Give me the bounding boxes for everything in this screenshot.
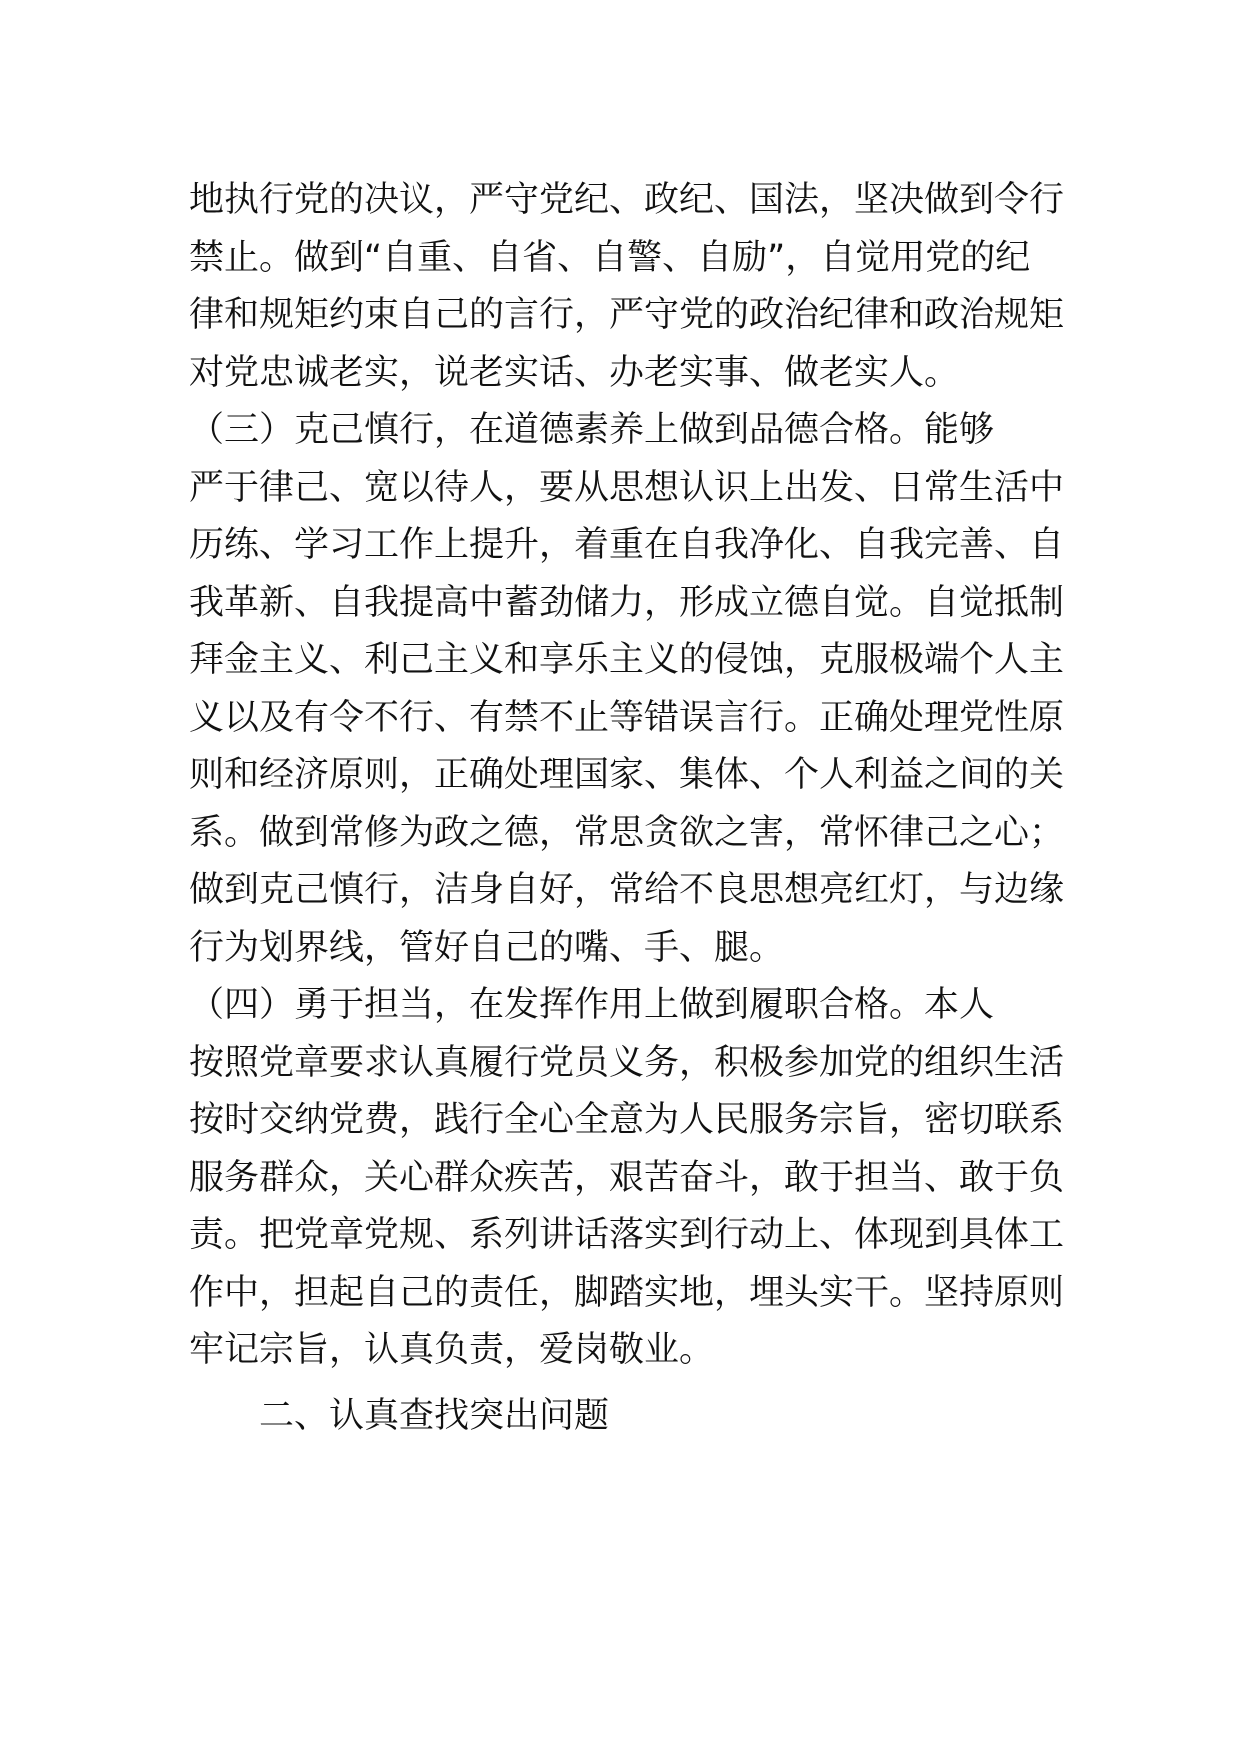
text-line: 做到克己慎行，洁身自好，常给不良思想亮红灯，与边缘	[189, 870, 1065, 910]
text-line: 责。把党章党规、系列讲话落实到行动上、体现到具体工	[189, 1215, 1065, 1255]
section-heading: 二、认真查找突出问题	[259, 1396, 610, 1436]
text-line: 我革新、自我提高中蓄劲储力，形成立德自觉。自觉抵制	[189, 583, 1065, 623]
text-line: 系。做到常修为政之德，常思贪欲之害，常怀律己之心；	[189, 813, 1065, 853]
text-line: 历练、学习工作上提升，着重在自我净化、自我完善、自	[189, 525, 1065, 565]
text-line: 禁止。做到“自重、自省、自警、自励”，自觉用党的纪	[189, 238, 1031, 278]
text-line: 地执行党的决议，严守党纪、政纪、国法，坚决做到令行	[189, 180, 1065, 220]
text-line: 对党忠诚老实，说老实话、办老实事、做老实人。	[189, 353, 960, 393]
text-line: 牢记宗旨，认真负责，爱岗敬业。	[189, 1330, 715, 1370]
text-line: 行为划界线，管好自己的嘴、手、腿。	[189, 928, 785, 968]
text-line: 律和规矩约束自己的言行，严守党的政治纪律和政治规矩	[189, 295, 1065, 335]
text-line: 作中，担起自己的责任，脚踏实地，埋头实干。坚持原则	[189, 1273, 1065, 1313]
text-line: 义以及有令不行、有禁不止等错误言行。正确处理党性原	[189, 698, 1065, 738]
section-heading-3: （三）克己慎行，在道德素养上做到品德合格。能够	[189, 410, 995, 450]
text-line: 按时交纳党费，践行全心全意为人民服务宗旨，密切联系	[189, 1100, 1065, 1140]
text-line: 则和经济原则，正确处理国家、集体、个人利益之间的关	[189, 755, 1065, 795]
section-heading-4: （四）勇于担当，在发挥作用上做到履职合格。本人	[189, 985, 995, 1025]
text-line: 拜金主义、利己主义和享乐主义的侵蚀，克服极端个人主	[189, 640, 1065, 680]
text-line: 按照党章要求认真履行党员义务，积极参加党的组织生活	[189, 1043, 1065, 1083]
text-line: 严于律己、宽以待人，要从思想认识上出发、日常生活中	[189, 468, 1065, 508]
text-line: 服务群众，关心群众疾苦，艰苦奋斗，敢于担当、敢于负	[189, 1158, 1065, 1198]
